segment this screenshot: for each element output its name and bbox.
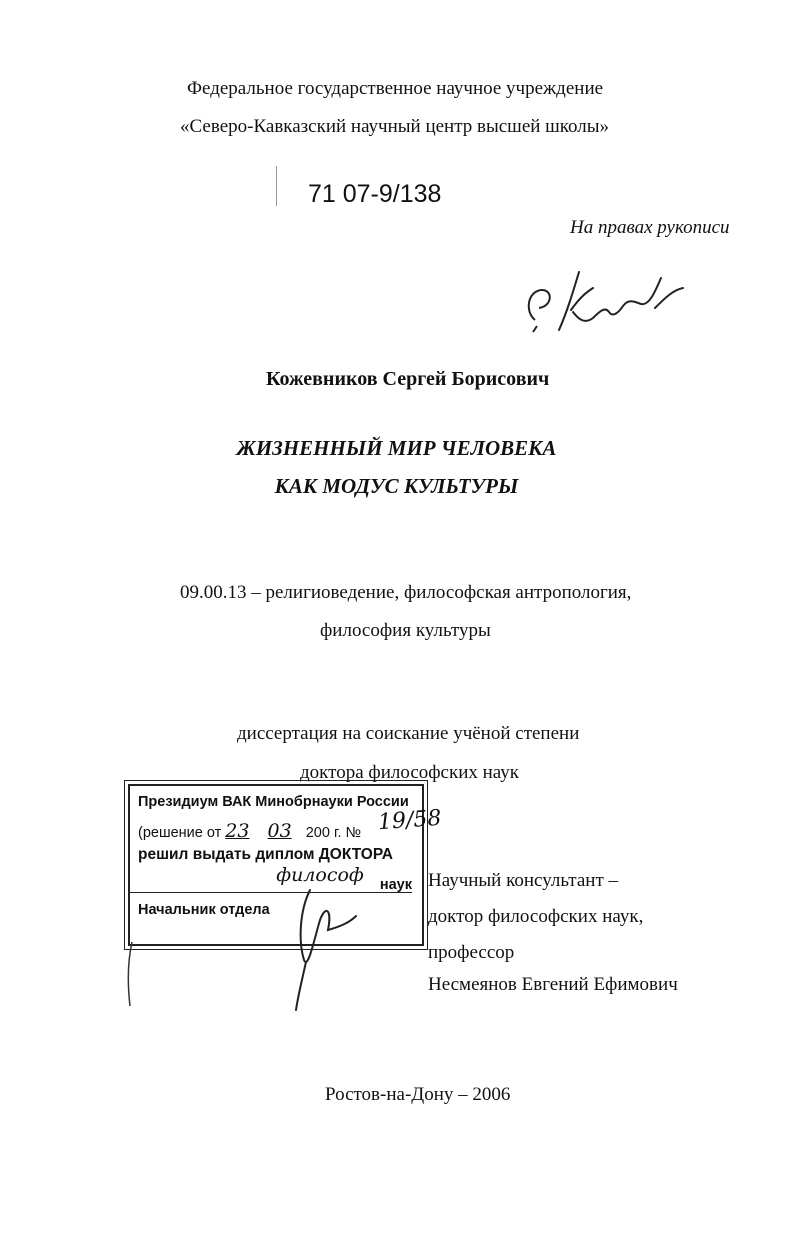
- stamp-field: философ: [276, 864, 364, 886]
- stamp-line-5: Начальник отдела: [138, 902, 270, 918]
- stamp-signature: [270, 870, 370, 1020]
- institution-line-2: «Северо-Кавказский научный центр высшей школы»: [180, 116, 610, 137]
- degree-line-1: диссертация на соискание учёной степени: [237, 723, 580, 744]
- thesis-title-line-2: КАК МОДУС КУЛЬТУРЫ: [274, 474, 519, 498]
- city-year: Ростов-на-Дону – 2006: [325, 1084, 511, 1105]
- consultant-line-1: Научный консультант –: [428, 870, 618, 891]
- stamp-handwritten-number: 19/58: [377, 805, 443, 836]
- stamp-nauk: наук: [379, 877, 412, 893]
- degree-line-2: доктора философских наук: [300, 762, 520, 783]
- stamp-number-label: г. №: [333, 825, 362, 841]
- author-signature: [515, 262, 695, 342]
- thesis-title-line-1: ЖИЗНЕННЫЙ МИР ЧЕЛОВЕКА: [236, 436, 557, 460]
- manuscript-note: На правах рукописи: [570, 217, 730, 238]
- stamp-line-3: решил выдать диплом ДОКТОРА: [138, 846, 394, 863]
- stamp-decision-prefix: (решение от: [138, 825, 222, 841]
- stamp-year-prefix: 200: [305, 825, 330, 841]
- archive-code: 71 07-9/138: [308, 180, 442, 208]
- margin-tick: [276, 166, 277, 206]
- stamp-line-2: [138, 820, 361, 842]
- author-name: Кожевников Сергей Борисович: [266, 368, 550, 390]
- institution-line-1: Федеральное государственное научное учреждение: [187, 78, 604, 99]
- stamp-month: 03: [267, 820, 292, 842]
- stamp-day: 23: [225, 820, 250, 842]
- consultant-line-2: доктор философских наук,: [428, 906, 644, 927]
- specialty-line-2: философия культуры: [320, 620, 491, 641]
- stamp-line-1: Президиум ВАК Минобрнауки России: [138, 794, 409, 810]
- consultant-line-3: профессор: [428, 942, 515, 963]
- consultant-line-4: Несмеянов Евгений Ефимович: [428, 974, 678, 995]
- specialty-line-1: 09.00.13 – религиоведение, философская антропология,: [180, 582, 632, 603]
- margin-bracket: [124, 940, 138, 1010]
